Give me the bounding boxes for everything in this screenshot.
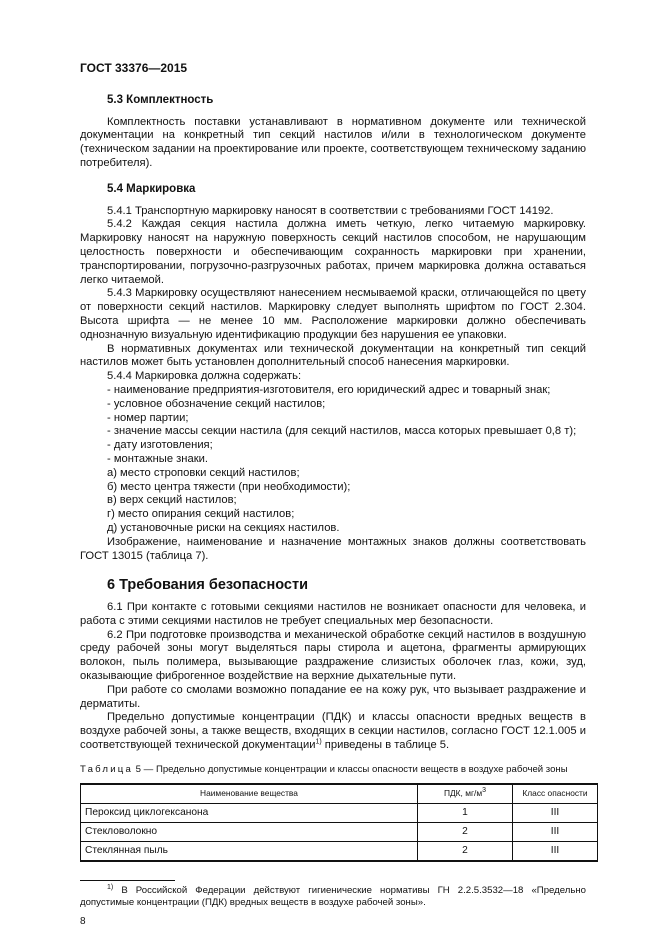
footnote-divider (80, 880, 175, 881)
column-header: Класс опасности (513, 784, 598, 804)
table-cell: 1 (418, 803, 513, 822)
table-caption (80, 763, 586, 777)
table-cell: Стекловолокно (81, 822, 418, 841)
list-item: - наименование предприятия-изготовителя, его юридический адрес и товарный знак; (107, 383, 551, 396)
paragraph: 5.4.2 Каждая секция настила должна иметь четкую, легко читаемую маркировку. Маркировку наносят на наружную поверхность секций настилов способом, не нарушающим целостность поверхности и обеспечивающим сохранность маркировки при хранении, транспортировании, погрузочно-разгрузочных работах, причем маркировка должна оставаться легко читаемой. (80, 218, 586, 286)
table-header-row (81, 784, 598, 804)
paragraph-text: Предельно допустимые концентрации (ПДК) и классы опасности вредных веществ в воздухе рабочей зоны, а также веществ, входящих в секции настилов, согласно ГОСТ 12.1.005 и соответствующей технической документации (80, 711, 586, 752)
paragraph (80, 711, 586, 752)
table-row (81, 822, 598, 841)
footnote (80, 885, 586, 909)
table-cell: III (513, 822, 598, 841)
hazard-table (80, 783, 598, 862)
section-6-heading: 6 Требования безопасности (107, 577, 309, 594)
column-header: Наименование вещества (81, 784, 418, 804)
table-row (81, 803, 598, 822)
table-cell: 2 (418, 841, 513, 861)
column-header (418, 784, 513, 804)
table-cell: Пероксид циклогексанона (81, 803, 418, 822)
table-cell: 2 (418, 822, 513, 841)
paragraph: 5.4.1 Транспортную маркировку наносят в соответствии с требованиями ГОСТ 14192. (107, 204, 554, 217)
paragraph-text: приведены в таблице 5. (321, 739, 450, 752)
list-item: б) место центра тяжести (при необходимости); (107, 480, 351, 493)
column-header-text: ПДК, мг/м (443, 787, 483, 798)
footnote-text: В Российской Федерации действуют гигиенические нормативы ГН 2.2.5.3532—18 «Предельно допустимые концентрации (ПДК) вредных веществ в воздухе рабочей зоны». (80, 884, 586, 908)
list-item: г) место опирания секций настилов; (107, 508, 295, 521)
paragraph: 5.4.3 Маркировку осуществляют нанесением несмываемой краски, отличающейся по цвету от поверхности секций настилов. Маркировку следует выполнять шрифтом по ГОСТ 2.304. Высота шрифта — не менее 10 мм. Расположение маркировки должно обеспечивать однозначную визуальную идентификацию продукции без нарушения ее упаковки. (80, 287, 586, 341)
paragraph: В нормативных документах или технической документации на конкретный тип секций настилов может быть установлен дополнительный способ нанесения маркировки. (80, 342, 586, 369)
table-cell: Стеклянная пыль (81, 841, 418, 861)
document-header: ГОСТ 33376—2015 (80, 61, 188, 75)
paragraph: 6.1 При контакте с готовыми секциями настилов не возникает опасности для человека, и работа с этими секциями настилов не требует специальных мер безопасности. (80, 601, 586, 627)
list-item: - значение массы секции настила (для секций настилов, масса которых превышает 0,8 т); (107, 425, 577, 438)
paragraph: Комплектность поставки устанавливают в нормативном документе или технической документации на конкретный тип секций настилов и/или в технологическом документе (техническом задании на проектирование или проекте, соответствующем техническому заданию потребителя). (80, 115, 587, 169)
section-5-3-heading: 5.3 Комплектность (107, 93, 214, 106)
list-item: - дату изготовления; (107, 439, 213, 452)
table-cell: III (513, 841, 598, 861)
paragraph: При работе со смолами возможно попадание ее на кожу рук, что вызывает раздражение и дерматиты. (80, 683, 586, 710)
paragraph: 5.4.4 Маркировка должна содержать: (107, 370, 302, 383)
superscript: 3 (482, 786, 487, 794)
section-5-4-heading: 5.4 Маркировка (107, 182, 196, 195)
table-caption-label: Таблица (80, 763, 134, 775)
list-item: д) установочные риски на секциях настилов. (107, 521, 340, 534)
paragraph: Изображение, наименование и назначение монтажных знаков должны соответствовать ГОСТ 13015 (таблица 7). (80, 535, 586, 562)
document-page (80, 62, 586, 928)
footnote-mark: 1) (107, 883, 114, 891)
table-caption-text: 5 — Предельно допустимые концентрации и классы опасности веществ в воздухе рабочей зоны (133, 763, 568, 775)
table-row (81, 841, 598, 861)
paragraph: 6.2 При подготовке производства и механической обработке секций настилов в воздушную среду рабочей зоны могут выделяться пары стирола и ацетона, фрагменты армирующих волокон, пыль полимера, вызывающие раздражение слизистых оболочек глаз, кожи, зуд, оказывающие фиброгенное воздействие на верхние дыхательные пути. (80, 628, 586, 683)
list-item: - номер партии; (107, 411, 189, 424)
table-cell: III (513, 803, 598, 822)
page-number: 8 (80, 915, 86, 927)
footnote-ref[interactable]: 1) (315, 738, 322, 746)
list-item: в) верх секций настилов; (107, 494, 237, 507)
list-item: - монтажные знаки. (107, 452, 208, 465)
list-item: - условное обозначение секций настилов; (107, 397, 326, 410)
list-item: а) место строповки секций настилов; (107, 466, 300, 479)
